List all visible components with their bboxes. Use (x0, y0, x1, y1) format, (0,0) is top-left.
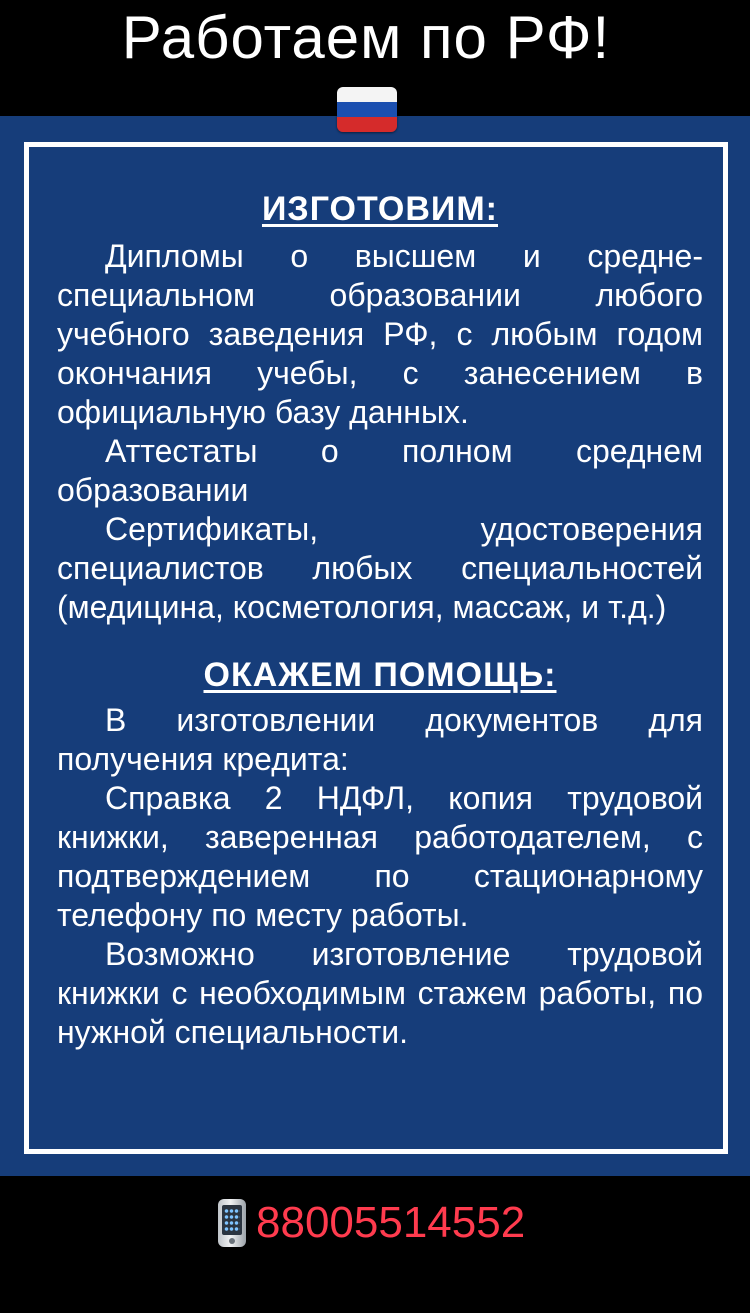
paragraph-certificates-school: Аттестаты о полном среднем образовании (57, 433, 703, 508)
section-heading-make: ИЗГОТОВИМ: (261, 190, 498, 228)
contact-bar (0, 1176, 750, 1313)
paragraph-income-statement: Справка 2 НДФЛ, копия трудовой книжки, заверенная работодателем, с подтверждением по стационарному телефону по месту работы. (57, 780, 703, 933)
poster (0, 116, 750, 1176)
poster-content (57, 147, 703, 1052)
paragraph-specialist-certificates: Сертификаты, удостоверения специалистов любых специальностей (медицина, косметология, массаж, и т.д.) (57, 511, 703, 625)
paragraph-credit-docs: В изготовлении документов для получения кредита: (57, 702, 703, 777)
phone-number[interactable]: 88005514552 (256, 1198, 526, 1247)
paragraph-diplomas: Дипломы о высшем и средне-специальном образовании любого учебного заведения РФ, с любым годом окончания учебы, с занесением в официальную базу данных. (57, 238, 703, 430)
banner-title: Работаем по РФ! (121, 4, 611, 71)
mobile-phone-icon (216, 1199, 248, 1247)
paragraph-work-book: Возможно изготовление трудовой книжки с необходимым стажем работы, по нужной специальности. (57, 936, 703, 1050)
section-heading-help: ОКАЖЕМ ПОМОЩЬ: (203, 656, 557, 694)
poster-frame (24, 142, 728, 1154)
russia-flag-icon (337, 87, 397, 132)
phone-contact[interactable] (216, 1197, 525, 1249)
